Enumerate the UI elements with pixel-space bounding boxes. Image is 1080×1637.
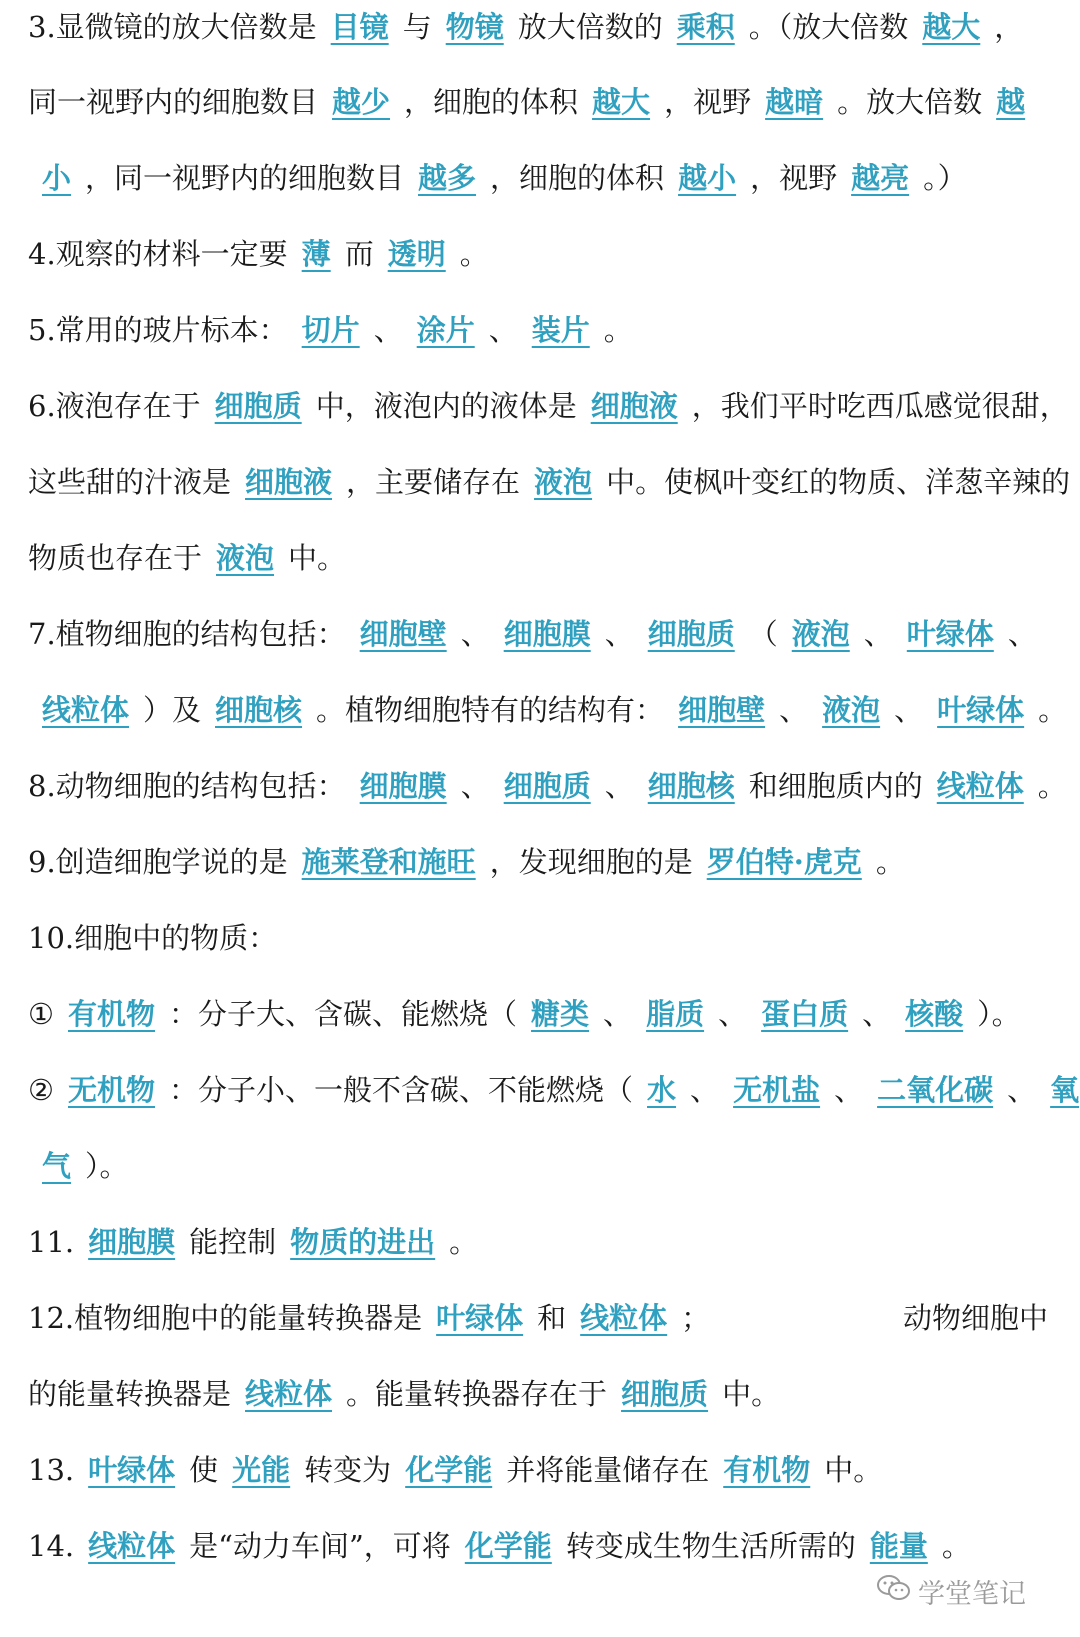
- text: 、: [460, 769, 490, 803]
- text: （: [748, 617, 778, 651]
- answer: 线粒体: [245, 1377, 333, 1411]
- answer: 叶绿体: [906, 617, 994, 651]
- text: 。: [875, 845, 905, 879]
- answer: 目镜: [330, 10, 389, 44]
- answer: 糖类: [531, 997, 590, 1031]
- text: 。植物细胞特有的结构有：: [316, 693, 665, 727]
- text: 、: [603, 997, 633, 1031]
- line-q7-cont: [28, 690, 1072, 730]
- line-q14: [28, 1526, 1072, 1566]
- answer: 透明: [387, 237, 446, 271]
- answer: 液泡: [791, 617, 850, 651]
- watermark: [876, 1572, 1026, 1611]
- answer: 细胞壁: [359, 617, 447, 651]
- text: ②: [28, 1073, 54, 1107]
- text: 4.观察的材料一定要: [28, 237, 288, 271]
- text: 而: [344, 237, 374, 271]
- answer: 水: [647, 1073, 677, 1107]
- line-q11: [28, 1222, 1072, 1262]
- text: 。: [941, 1529, 971, 1563]
- text: ）。: [977, 997, 1021, 1031]
- text: 7.植物细胞的结构包括：: [28, 617, 346, 651]
- answer: 物质的进出: [290, 1225, 436, 1259]
- text: 、: [604, 617, 634, 651]
- text: 。: [1038, 693, 1068, 727]
- line-q3-cont2: [28, 158, 1072, 198]
- answer: 线粒体: [42, 693, 130, 727]
- text: ，细胞的体积: [404, 85, 579, 119]
- answer: 二氧化碳: [877, 1073, 994, 1107]
- text: 放大倍数的: [517, 10, 663, 44]
- line-q10-inorganic-cont: [28, 1146, 1072, 1186]
- text: 并将能量储存在: [506, 1453, 710, 1487]
- text: 这些甜的汁液是: [28, 465, 232, 499]
- text: 转变为: [304, 1453, 392, 1487]
- answer: 化学能: [464, 1529, 552, 1563]
- text: 、: [690, 1073, 720, 1107]
- text: 、: [834, 1073, 864, 1107]
- text: 6.液泡存在于: [28, 389, 201, 423]
- answer: 叶绿体: [88, 1453, 176, 1487]
- line-q7: [28, 614, 1072, 654]
- line-q6-cont2: [28, 538, 1072, 578]
- answer: 液泡: [534, 465, 593, 499]
- text: 、: [1007, 1073, 1037, 1107]
- answer: 能量: [869, 1529, 928, 1563]
- answer: 薄: [301, 237, 331, 271]
- text: 。: [449, 1225, 479, 1259]
- text: 、: [718, 997, 748, 1031]
- text: ）及: [143, 693, 202, 727]
- answer: 细胞质: [503, 769, 591, 803]
- answer: 细胞质: [647, 617, 735, 651]
- answer: 氧: [1050, 1073, 1080, 1107]
- line-q8: [28, 766, 1072, 806]
- answer: 细胞膜: [503, 617, 591, 651]
- answer: 线粒体: [88, 1529, 176, 1563]
- text: 、: [488, 313, 518, 347]
- wechat-icon: [876, 1573, 912, 1610]
- text: 9.创造细胞学说的是: [28, 845, 288, 879]
- text: ，同一视野内的细胞数目: [85, 161, 405, 195]
- text: 中。: [824, 1453, 883, 1487]
- line-q12-cont: [28, 1374, 1072, 1414]
- answer: 核酸: [905, 997, 964, 1031]
- text: 和细胞质内的: [748, 769, 923, 803]
- text: ①: [28, 997, 54, 1031]
- answer: 越大: [922, 10, 981, 44]
- line-q10: [28, 918, 1072, 958]
- answer: 有机物: [68, 997, 156, 1031]
- answer: 涂片: [416, 313, 475, 347]
- text: 11.: [28, 1225, 75, 1259]
- answer: 叶绿体: [937, 693, 1025, 727]
- answer: 细胞膜: [88, 1225, 176, 1259]
- text: 是“动力车间”，可将: [189, 1529, 451, 1563]
- line-q10-organic: [28, 994, 1072, 1034]
- text: 与: [402, 10, 432, 44]
- text: 中，液泡内的液体是: [315, 389, 577, 423]
- answer: 细胞液: [590, 389, 678, 423]
- answer: 罗伯特·虎克: [706, 845, 862, 879]
- text: ，我们平时吃西瓜感觉很甜，: [691, 389, 1069, 423]
- answer: 物镜: [445, 10, 504, 44]
- answer: 无机盐: [733, 1073, 821, 1107]
- text: 。: [1037, 769, 1067, 803]
- line-q3-cont1: [28, 82, 1072, 122]
- answer: 越亮: [851, 161, 910, 195]
- answer: 越暗: [765, 85, 824, 119]
- line-q12: [28, 1298, 1072, 1338]
- answer: 细胞液: [245, 465, 333, 499]
- answer: 细胞核: [215, 693, 303, 727]
- text: 。: [459, 237, 489, 271]
- text: ：分子大、含碳、能燃烧（: [169, 997, 518, 1031]
- text: 、: [1007, 617, 1037, 651]
- answer: 蛋白质: [761, 997, 849, 1031]
- text: 14.: [28, 1529, 75, 1563]
- text: 中。: [722, 1377, 781, 1411]
- text: 、: [460, 617, 490, 651]
- line-q10-inorganic: [28, 1070, 1080, 1110]
- text: ）。: [85, 1149, 129, 1183]
- answer: 细胞核: [647, 769, 735, 803]
- text: ；: [681, 1301, 711, 1335]
- text: 动物细胞中: [902, 1301, 1048, 1335]
- answer: 细胞质: [621, 1377, 709, 1411]
- text: 、: [779, 693, 809, 727]
- text: 的能量转换器是: [28, 1377, 232, 1411]
- text: 。）: [923, 161, 967, 195]
- answer: 脂质: [646, 997, 705, 1031]
- text: 使: [189, 1453, 219, 1487]
- text: 、: [604, 769, 634, 803]
- text: 。: [603, 313, 633, 347]
- line-q9: [28, 842, 1072, 882]
- text: 3.显微镜的放大倍数是: [28, 10, 317, 44]
- answer: 越小: [678, 161, 737, 195]
- answer: 细胞膜: [359, 769, 447, 803]
- answer: 切片: [301, 313, 360, 347]
- text: 12.植物细胞中的能量转换器是: [28, 1301, 423, 1335]
- line-q5: [28, 310, 1072, 350]
- answer: 无机物: [68, 1073, 156, 1107]
- text: 中。: [288, 541, 347, 575]
- answer: 乘积: [676, 10, 735, 44]
- answer: 有机物: [723, 1453, 811, 1487]
- line-q13: [28, 1450, 1072, 1490]
- text: 。放大倍数: [837, 85, 983, 119]
- text: ，主要储存在: [346, 465, 521, 499]
- text: 。（放大倍数: [748, 10, 909, 44]
- answer: 液泡: [822, 693, 881, 727]
- answer: 越少: [332, 85, 391, 119]
- text: 、: [863, 617, 893, 651]
- text: 8.动物细胞的结构包括：: [28, 769, 346, 803]
- text: 物质也存在于: [28, 541, 203, 575]
- text: 、: [862, 997, 892, 1031]
- text: ，视野: [750, 161, 838, 195]
- answer: 液泡: [216, 541, 275, 575]
- answer: 越: [996, 85, 1026, 119]
- answer: 细胞质: [214, 389, 302, 423]
- text: 转变成生物生活所需的: [565, 1529, 856, 1563]
- answer: 线粒体: [936, 769, 1024, 803]
- answer: 装片: [531, 313, 590, 347]
- line-q6-cont1: [28, 462, 1072, 502]
- line-q3: [28, 7, 1072, 47]
- text: ，视野: [664, 85, 752, 119]
- text: 、: [894, 693, 924, 727]
- text: ，细胞的体积: [490, 161, 665, 195]
- answer: 化学能: [405, 1453, 493, 1487]
- text: ，发现细胞的是: [489, 845, 693, 879]
- text: 和: [537, 1301, 567, 1335]
- text: 。能量转换器存在于: [346, 1377, 608, 1411]
- answer: 施莱登和施旺: [301, 845, 476, 879]
- line-q6: [28, 386, 1072, 426]
- text: 10.细胞中的物质：: [28, 921, 278, 955]
- answer: 小: [42, 161, 72, 195]
- text: 能控制: [189, 1225, 277, 1259]
- text: 同一视野内的细胞数目: [28, 85, 319, 119]
- text: 、: [373, 313, 403, 347]
- answer: 气: [42, 1149, 72, 1183]
- answer: 线粒体: [580, 1301, 668, 1335]
- answer: 越大: [592, 85, 651, 119]
- text: ，: [994, 10, 1024, 44]
- text: 5.常用的玻片标本：: [28, 313, 288, 347]
- text: 中。使枫叶变红的物质、洋葱辛辣的: [606, 465, 1071, 499]
- answer: 叶绿体: [436, 1301, 524, 1335]
- answer: 细胞壁: [678, 693, 766, 727]
- text: 13.: [28, 1453, 75, 1487]
- answer: 光能: [232, 1453, 291, 1487]
- line-q4: [28, 234, 1072, 274]
- text: ：分子小、一般不含碳、不能燃烧（: [169, 1073, 634, 1107]
- watermark-text: 学堂笔记: [918, 1579, 1026, 1610]
- answer: 越多: [418, 161, 477, 195]
